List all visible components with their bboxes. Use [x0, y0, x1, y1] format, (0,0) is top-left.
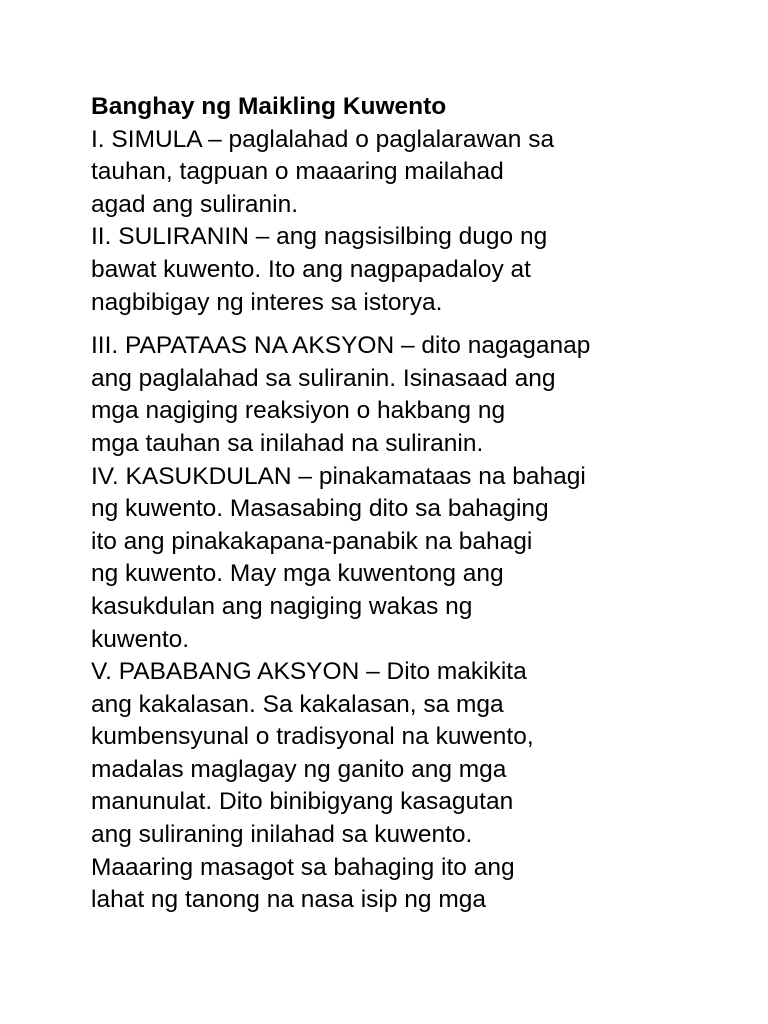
- text-line: ang kakalasan. Sa kakalasan, sa mga: [91, 690, 504, 718]
- text-line: mga tauhan sa inilahad na suliranin.: [91, 429, 484, 457]
- text-line: lahat ng tanong na nasa isip ng mga: [91, 886, 487, 914]
- section-suliranin: [91, 221, 751, 319]
- text-line: ang suliraning inilahad sa kuwento.: [91, 821, 473, 849]
- text-line: ang paglalahad sa suliranin. Isinasaad ang: [91, 364, 556, 392]
- text-line: IV. KASUKDULAN – pinakamataas na bahagi: [91, 462, 586, 490]
- text-line: kuwento.: [91, 625, 190, 653]
- text-line: nagbibigay ng interes sa istorya.: [91, 288, 443, 316]
- section-papataas-na-aksyon: [91, 330, 751, 460]
- text-line: II. SULIRANIN – ang nagsisilbing dugo ng: [91, 223, 548, 251]
- text-line: kumbensyunal o tradisyonal na kuwento,: [91, 723, 534, 751]
- text-line: ito ang pinakakapana-panabik na bahagi: [91, 527, 533, 555]
- text-line: ng kuwento. May mga kuwentong ang: [91, 560, 504, 588]
- text-line: bawat kuwento. Ito ang nagpapadaloy at: [91, 255, 531, 283]
- text-line: III. PAPATAAS NA AKSYON – dito nagaganap: [91, 332, 591, 360]
- text-line: manunulat. Dito binibigyang kasagutan: [91, 788, 514, 816]
- text-line: madalas maglagay ng ganito ang mga: [91, 755, 507, 783]
- text-line: ng kuwento. Masasabing dito sa bahaging: [91, 495, 549, 523]
- section-kasukdulan: [91, 461, 751, 657]
- text-line: V. PABABANG AKSYON – Dito makikita: [91, 658, 527, 686]
- text-line: I. SIMULA – paglalahad o paglalarawan sa: [91, 125, 555, 153]
- section-pababang-aksyon: [91, 656, 751, 917]
- text-line: tauhan, tagpuan o maaaring mailahad: [91, 158, 504, 186]
- text-line: kasukdulan ang nagiging wakas ng: [91, 592, 473, 620]
- document-title: Banghay ng Maikling Kuwento: [91, 93, 447, 120]
- section-simula: [91, 124, 751, 222]
- text-line: agad ang suliranin.: [91, 190, 299, 218]
- text-line: Maaaring masagot sa bahaging ito ang: [91, 853, 515, 881]
- document-page: [91, 91, 751, 917]
- paragraph-gap: [91, 319, 751, 330]
- text-line: mga nagiging reaksiyon o hakbang ng: [91, 397, 506, 425]
